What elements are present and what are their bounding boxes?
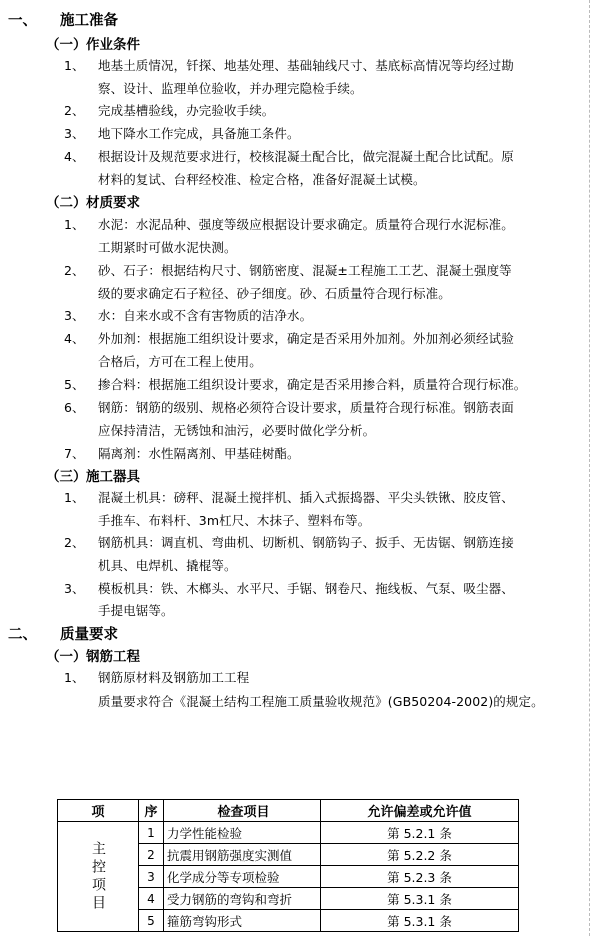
item-number: 1、 (64, 490, 85, 505)
section-heading-1: 一、 施工准备 (8, 13, 118, 29)
item-number: 1、 (64, 217, 85, 232)
allowed-value-cell: 第 5.2.1 条 (321, 822, 519, 844)
item-number: 2、 (64, 263, 85, 278)
seq-cell: 3 (139, 866, 164, 888)
item-number: 5、 (64, 377, 85, 392)
item-text: 机具、电焊机、撬棍等。 (98, 558, 237, 573)
header-check-item: 检查项目 (164, 800, 321, 822)
item-number: 4、 (64, 149, 85, 164)
item-text: 水泥：水泥品种、强度等级应根据设计要求确定。质量符合现行水泥标准。 (98, 217, 514, 232)
item-text: 掺合料：根据施工组织设计要求，确定是否采用掺合料，质量符合现行标准。 (98, 377, 527, 392)
item-number: 1、 (64, 58, 85, 73)
check-item-cell: 化学成分等专项检验 (164, 866, 321, 888)
item-number: 3、 (64, 308, 85, 323)
item-number: 2、 (64, 103, 85, 118)
table-row (58, 822, 519, 844)
subsection-heading-rebar: （一）钢筋工程 (46, 649, 140, 665)
seq-cell: 1 (139, 822, 164, 844)
item-text: 隔离剂：水性隔离剂、甲基硅树酯。 (98, 446, 300, 461)
item-text: 完成基槽验线，办完验收手续。 (98, 103, 275, 118)
item-text: 混凝土机具：磅秤、混凝土搅拌机、插入式振捣器、平尖头铁锹、胶皮管、 (98, 490, 514, 505)
subsection-heading-work-conditions: （一）作业条件 (46, 37, 140, 53)
quality-note: 质量要求符合《混凝土结构工程施工质量验收规范》(GB50204-2002)的规定。 (98, 694, 544, 709)
allowed-value-cell: 第 5.2.3 条 (321, 866, 519, 888)
check-item-cell: 箍筋弯钩形式 (164, 910, 321, 932)
item-text: 地下降水工作完成，具备施工条件。 (98, 126, 300, 141)
item-text: 应保持清洁，无锈蚀和油污，必要时做化学分析。 (98, 423, 376, 438)
item-text: 模板机具：铁、木榔头、水平尺、手锯、钢卷尺、拖线板、气泵、吸尘器、 (98, 581, 514, 596)
item-text: 钢筋：钢筋的级别、规格必须符合设计要求，质量符合现行标准。钢筋表面 (98, 400, 514, 415)
header-allowed-value: 允许偏差或允许值 (321, 800, 519, 822)
subsection-heading-materials: （二）材质要求 (46, 195, 140, 211)
item-text: 手提电锯等。 (98, 603, 174, 618)
item-number: 4、 (64, 331, 85, 346)
item-text: 钢筋机具：调直机、弯曲机、切断机、钢筋钩子、扳手、无齿锯、钢筋连接 (98, 535, 514, 550)
seq-cell: 4 (139, 888, 164, 910)
item-number: 2、 (64, 535, 85, 550)
header-seq: 序 (139, 800, 164, 822)
item-number: 6、 (64, 400, 85, 415)
section-heading-2: 二、 质量要求 (8, 627, 118, 643)
subsection-heading-tools: （三）施工器具 (46, 469, 140, 485)
item-text: 砂、石子：根据结构尺寸、钢筋密度、混凝±工程施工工艺、混凝土强度等 (98, 263, 512, 278)
allowed-value-cell: 第 5.3.1 条 (321, 888, 519, 910)
item-text: 地基土质情况，钎探、地基处理、基础轴线尺寸、基底标高情况等均经过勘 (98, 58, 514, 73)
inspection-table (57, 799, 519, 932)
item-text: 材料的复试、台秤经校准、检定合格，准备好混凝土试模。 (98, 172, 426, 187)
header-item: 项 (58, 800, 139, 822)
check-item-cell: 抗震用钢筋强度实测值 (164, 844, 321, 866)
item-text: 手推车、布料杆、3m杠尺、木抹子、塑料布等。 (98, 513, 371, 528)
item-text: 合格后，方可在工程上使用。 (98, 354, 262, 369)
item-number: 7、 (64, 446, 85, 461)
seq-cell: 5 (139, 910, 164, 932)
table-header-row (58, 800, 519, 822)
item-number: 3、 (64, 126, 85, 141)
item-text: 级的要求确定石子粒径、砂子细度。砂、石质量符合现行标准。 (98, 286, 451, 301)
item-number: 1、 (64, 670, 85, 685)
allowed-value-cell: 第 5.2.2 条 (321, 844, 519, 866)
item-number: 3、 (64, 581, 85, 596)
item-text: 外加剂：根据施工组织设计要求，确定是否采用外加剂。外加剂必须经试验 (98, 331, 514, 346)
item-text: 察、设计、监理单位验收，并办理完隐检手续。 (98, 81, 363, 96)
item-text: 工期紧时可做水泥快测。 (98, 240, 237, 255)
seq-cell: 2 (139, 844, 164, 866)
group-label: 主控项目 (90, 840, 106, 913)
check-item-cell: 受力钢筋的弯钩和弯折 (164, 888, 321, 910)
item-text: 钢筋原材料及钢筋加工工程 (98, 670, 250, 685)
item-text: 根据设计及规范要求进行，校核混凝土配合比，做完混凝土配合比试配。原 (98, 149, 514, 164)
item-text: 水：自来水或不含有害物质的洁净水。 (98, 308, 313, 323)
group-cell (58, 822, 139, 932)
check-item-cell: 力学性能检验 (164, 822, 321, 844)
allowed-value-cell: 第 5.3.1 条 (321, 910, 519, 932)
